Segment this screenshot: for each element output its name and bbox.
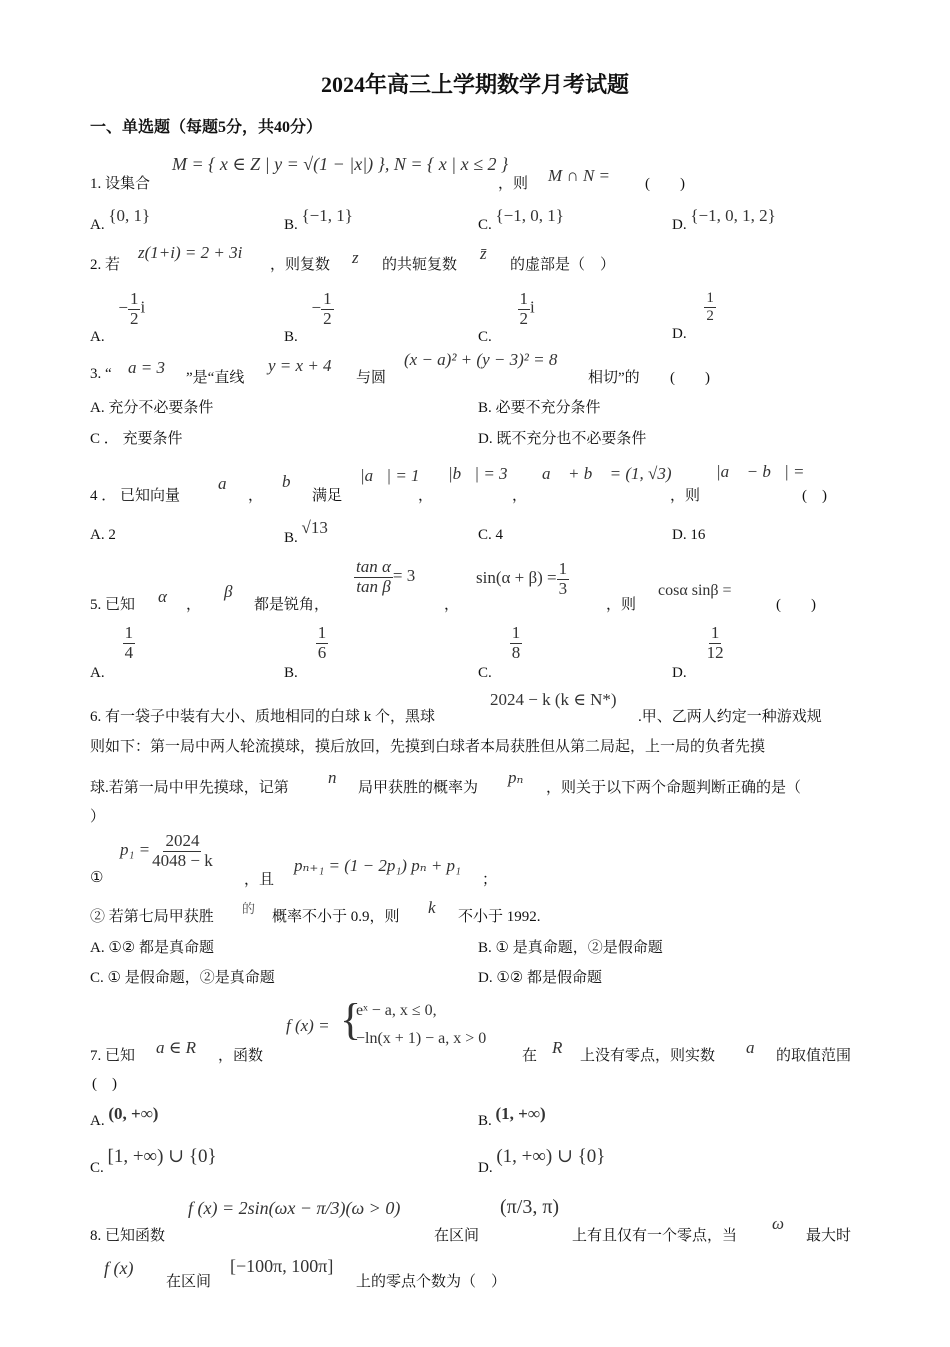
q3-math1: a = 3 — [128, 358, 165, 377]
q4-prefix: 4 ． 已知向量 — [90, 488, 181, 504]
q7-option-a[interactable]: A. (0, +∞) — [90, 1104, 159, 1129]
q3-mid1: ”是“直线 — [186, 370, 245, 386]
q8-line2c: 上的零点个数为（ ） — [356, 1274, 507, 1290]
q7-case1: eˣ − a, x ≤ 0, — [356, 1002, 437, 1019]
q6-s1-rec: pₙ₊₁ = (1 − 2p₁) pₙ + p₁ — [294, 856, 461, 875]
q5-comma2: ， — [444, 597, 460, 613]
q7-case2: −ln(x + 1) − a, x > 0 — [356, 1030, 487, 1047]
section-heading: 一、单选题（每题5分，共40分） — [90, 119, 323, 136]
q6-line1a: 6. 有一袋子中装有大小、质地相同的白球 k 个，黑球 — [90, 709, 436, 725]
q8-mid2: 上有且仅有一个零点，当 — [572, 1228, 738, 1244]
q4-c2: |b⃗| = 3 — [448, 464, 508, 483]
q4-comma3: ， — [512, 488, 528, 504]
q1-paren: ( ) — [645, 176, 685, 192]
q6-option-d[interactable]: D. ①② 都是假命题 — [478, 970, 602, 986]
q8-line2m: [−100π, 100π] — [230, 1256, 334, 1276]
q1-math2: M ∩ N = — [548, 166, 610, 185]
q8-prefix: 8. 已知函数 — [90, 1228, 166, 1244]
q5-comma: ， — [186, 597, 202, 613]
q6-line3c: ，则关于以下两个命题判断正确的是（ — [546, 780, 802, 796]
page-title: 2024年高三上学期数学月考试题 — [320, 72, 629, 97]
q1-mid: ，则 — [498, 176, 529, 192]
q6-option-c[interactable]: C. ① 是假命题，②是真命题 — [90, 970, 275, 986]
q7-option-c[interactable]: C. [1, +∞) ∪ {0} — [90, 1146, 217, 1176]
q2-mid2: 的共轭复数 — [382, 257, 458, 273]
q6-line1m: 2024 − k (k ∈ N*) — [490, 690, 617, 709]
q7-fx: f (x) = — [286, 1016, 330, 1035]
q3-mid2: 与圆 — [356, 370, 387, 386]
q2-prefix: 2. 若 — [90, 257, 121, 273]
q4-comma2: ， — [418, 488, 434, 504]
q1-option-b[interactable]: B. {−1, 1} — [284, 206, 353, 233]
q1-prefix: 1. 设集合 — [90, 176, 151, 192]
q6-option-a[interactable]: A. ①② 都是真命题 — [90, 940, 214, 956]
q4-b: b⃗ — [282, 472, 304, 491]
q4-option-d[interactable]: D. 16 — [672, 527, 706, 543]
q4-mid: 满足 — [312, 488, 343, 504]
q5-option-b[interactable]: B. $\frac{1}{6}$ — [284, 623, 327, 681]
q8-line2b: 在区间 — [166, 1274, 212, 1290]
q5-alpha: α — [158, 587, 167, 606]
q2-option-d[interactable]: D. $\frac{1}{2}$ — [672, 290, 714, 343]
q3-option-a[interactable]: A. 充分不必要条件 — [90, 400, 214, 416]
q2-math: z(1+i) = 2 + 3i — [138, 243, 243, 262]
q4-option-c[interactable]: C. 4 — [478, 527, 504, 543]
q2-option-a[interactable]: A. − $\frac{1}{2}$ i — [90, 289, 146, 345]
q5-mid: 都是锐角， — [254, 597, 330, 613]
q6-k: k — [428, 898, 436, 917]
q5-option-a[interactable]: A. $\frac{1}{4}$ — [90, 623, 134, 681]
q8-omega: ω — [772, 1214, 785, 1233]
q7-a: a — [746, 1038, 755, 1057]
q7-prefix: 7. 已知 — [90, 1048, 136, 1064]
q2-mid: ，则复数 — [270, 257, 331, 273]
q1-option-c[interactable]: C. {−1, 0, 1} — [478, 206, 564, 233]
q8-suffix: 最大时 — [806, 1228, 852, 1244]
q6-s1-formula: p₁ = $\frac{2024}{4048 - k}$ — [120, 831, 213, 870]
q4-c3: a⃗ + b⃗ = (1, √3) — [542, 464, 672, 483]
q7-R: R — [552, 1038, 563, 1057]
q7-aR: a ∈ R — [156, 1038, 196, 1057]
q6-s2-de: 的 — [242, 901, 256, 916]
q8-line2a: f (x) — [104, 1258, 134, 1278]
q5-sin: sin(α + β) = $\frac{1}{3}$ — [476, 559, 568, 598]
q1-option-a[interactable]: A. {0, 1} — [90, 206, 151, 233]
q6-s2b: 概率不小于 0.9，则 — [272, 909, 400, 925]
q6-line2: 则如下：第一局中两人轮流摸球，摸后放回，先摸到白球者本局获胜但从第二局起，上一局的负者先摸 — [90, 739, 766, 755]
q3-math3: (x − a)² + (y − 3)² = 8 — [404, 350, 558, 369]
q5-prefix: 5. 已知 — [90, 597, 136, 613]
q4-a: a⃗ — [218, 474, 240, 493]
q6-n: n — [328, 768, 337, 787]
q2-suffix: 的虚部是（ ） — [510, 257, 616, 273]
q6-s2c: 不小于 1992. — [458, 909, 541, 925]
q6-s1-mark: ① — [90, 870, 104, 886]
q4-paren: ( ) — [802, 488, 827, 504]
q3-prefix: 3. “ — [90, 366, 112, 382]
q5-ask: cosα sinβ = — [658, 582, 732, 599]
q6-option-b[interactable]: B. ① 是真命题，②是假命题 — [478, 940, 663, 956]
q4-comma: ， — [248, 488, 264, 504]
q1-option-d[interactable]: D. {−1, 0, 1, 2} — [672, 206, 776, 233]
q5-mid2: ，则 — [606, 597, 637, 613]
q7-option-d[interactable]: D. (1, +∞) ∪ {0} — [478, 1146, 606, 1176]
q4-option-b[interactable]: B. √13 — [284, 518, 328, 546]
q4-c1: |a⃗| = 1 — [360, 466, 420, 485]
q6-line3b: 局甲获胜的概率为 — [358, 780, 479, 796]
q6-pn: pₙ — [508, 768, 524, 787]
q3-option-b[interactable]: B. 必要不充分条件 — [478, 400, 601, 416]
q6-line1b: .甲、乙两人约定一种游戏规 — [638, 709, 822, 725]
q6-line3a: 球.若第一局中甲先摸球，记第 — [90, 780, 289, 796]
q2-option-c[interactable]: C. $\frac{1}{2}$ i — [478, 289, 535, 345]
q1-math: M = { x ∈ Z | y = √(1 − |x|) }, N = { x | x ≤ 2 } — [172, 154, 509, 174]
q7-mid3: 上没有零点，则实数 — [580, 1048, 716, 1064]
q4-mid2: ，则 — [670, 488, 701, 504]
q7-mid2: 在 — [522, 1048, 538, 1064]
q5-tan-frac: $\frac{\text{tan α}}{\text{tan β}}$ = 3 — [356, 557, 416, 596]
q5-paren: ( ) — [776, 597, 816, 613]
q3-math2: y = x + 4 — [268, 356, 332, 375]
q2-zbar: z̄ — [480, 244, 487, 263]
q6-line4: ） — [90, 809, 106, 825]
q5-beta: β — [224, 582, 233, 601]
q7-suffix: 的取值范围 — [776, 1048, 852, 1064]
q7-option-b[interactable]: B. (1, +∞) — [478, 1104, 546, 1129]
q7-mid: ，函数 — [218, 1048, 264, 1064]
q4-ask: |a⃗ − b⃗| = — [716, 462, 805, 481]
q6-s2a: ② 若第七局甲获胜 — [90, 909, 214, 925]
q2-z: z — [352, 248, 359, 267]
q3-option-d[interactable]: D. 既不充分也不必要条件 — [478, 431, 647, 447]
q8-mid: 在区间 — [434, 1228, 480, 1244]
q4-option-a[interactable]: A. 2 — [90, 527, 116, 543]
q6-s1-mid: ，且 — [244, 872, 275, 888]
q3-suffix: 相切”的 — [588, 370, 640, 386]
q7-brace: { — [340, 995, 362, 1044]
q8-fx: f (x) = 2sin(ωx − π/3)(ω > 0) — [188, 1198, 401, 1218]
q2-option-b[interactable]: B. − $\frac{1}{2}$ — [284, 289, 332, 345]
q3-paren: ( ) — [670, 370, 710, 386]
q5-option-c[interactable]: C. $\frac{1}{8}$ — [478, 623, 521, 681]
q3-option-c[interactable]: C ． 充要条件 — [90, 431, 183, 447]
q7-paren: ( ) — [92, 1076, 117, 1092]
q6-s1-end: ； — [482, 872, 498, 888]
q5-option-d[interactable]: D. $\frac{1}{12}$ — [672, 623, 724, 681]
q8-interval: (π/3, π) — [500, 1196, 560, 1218]
